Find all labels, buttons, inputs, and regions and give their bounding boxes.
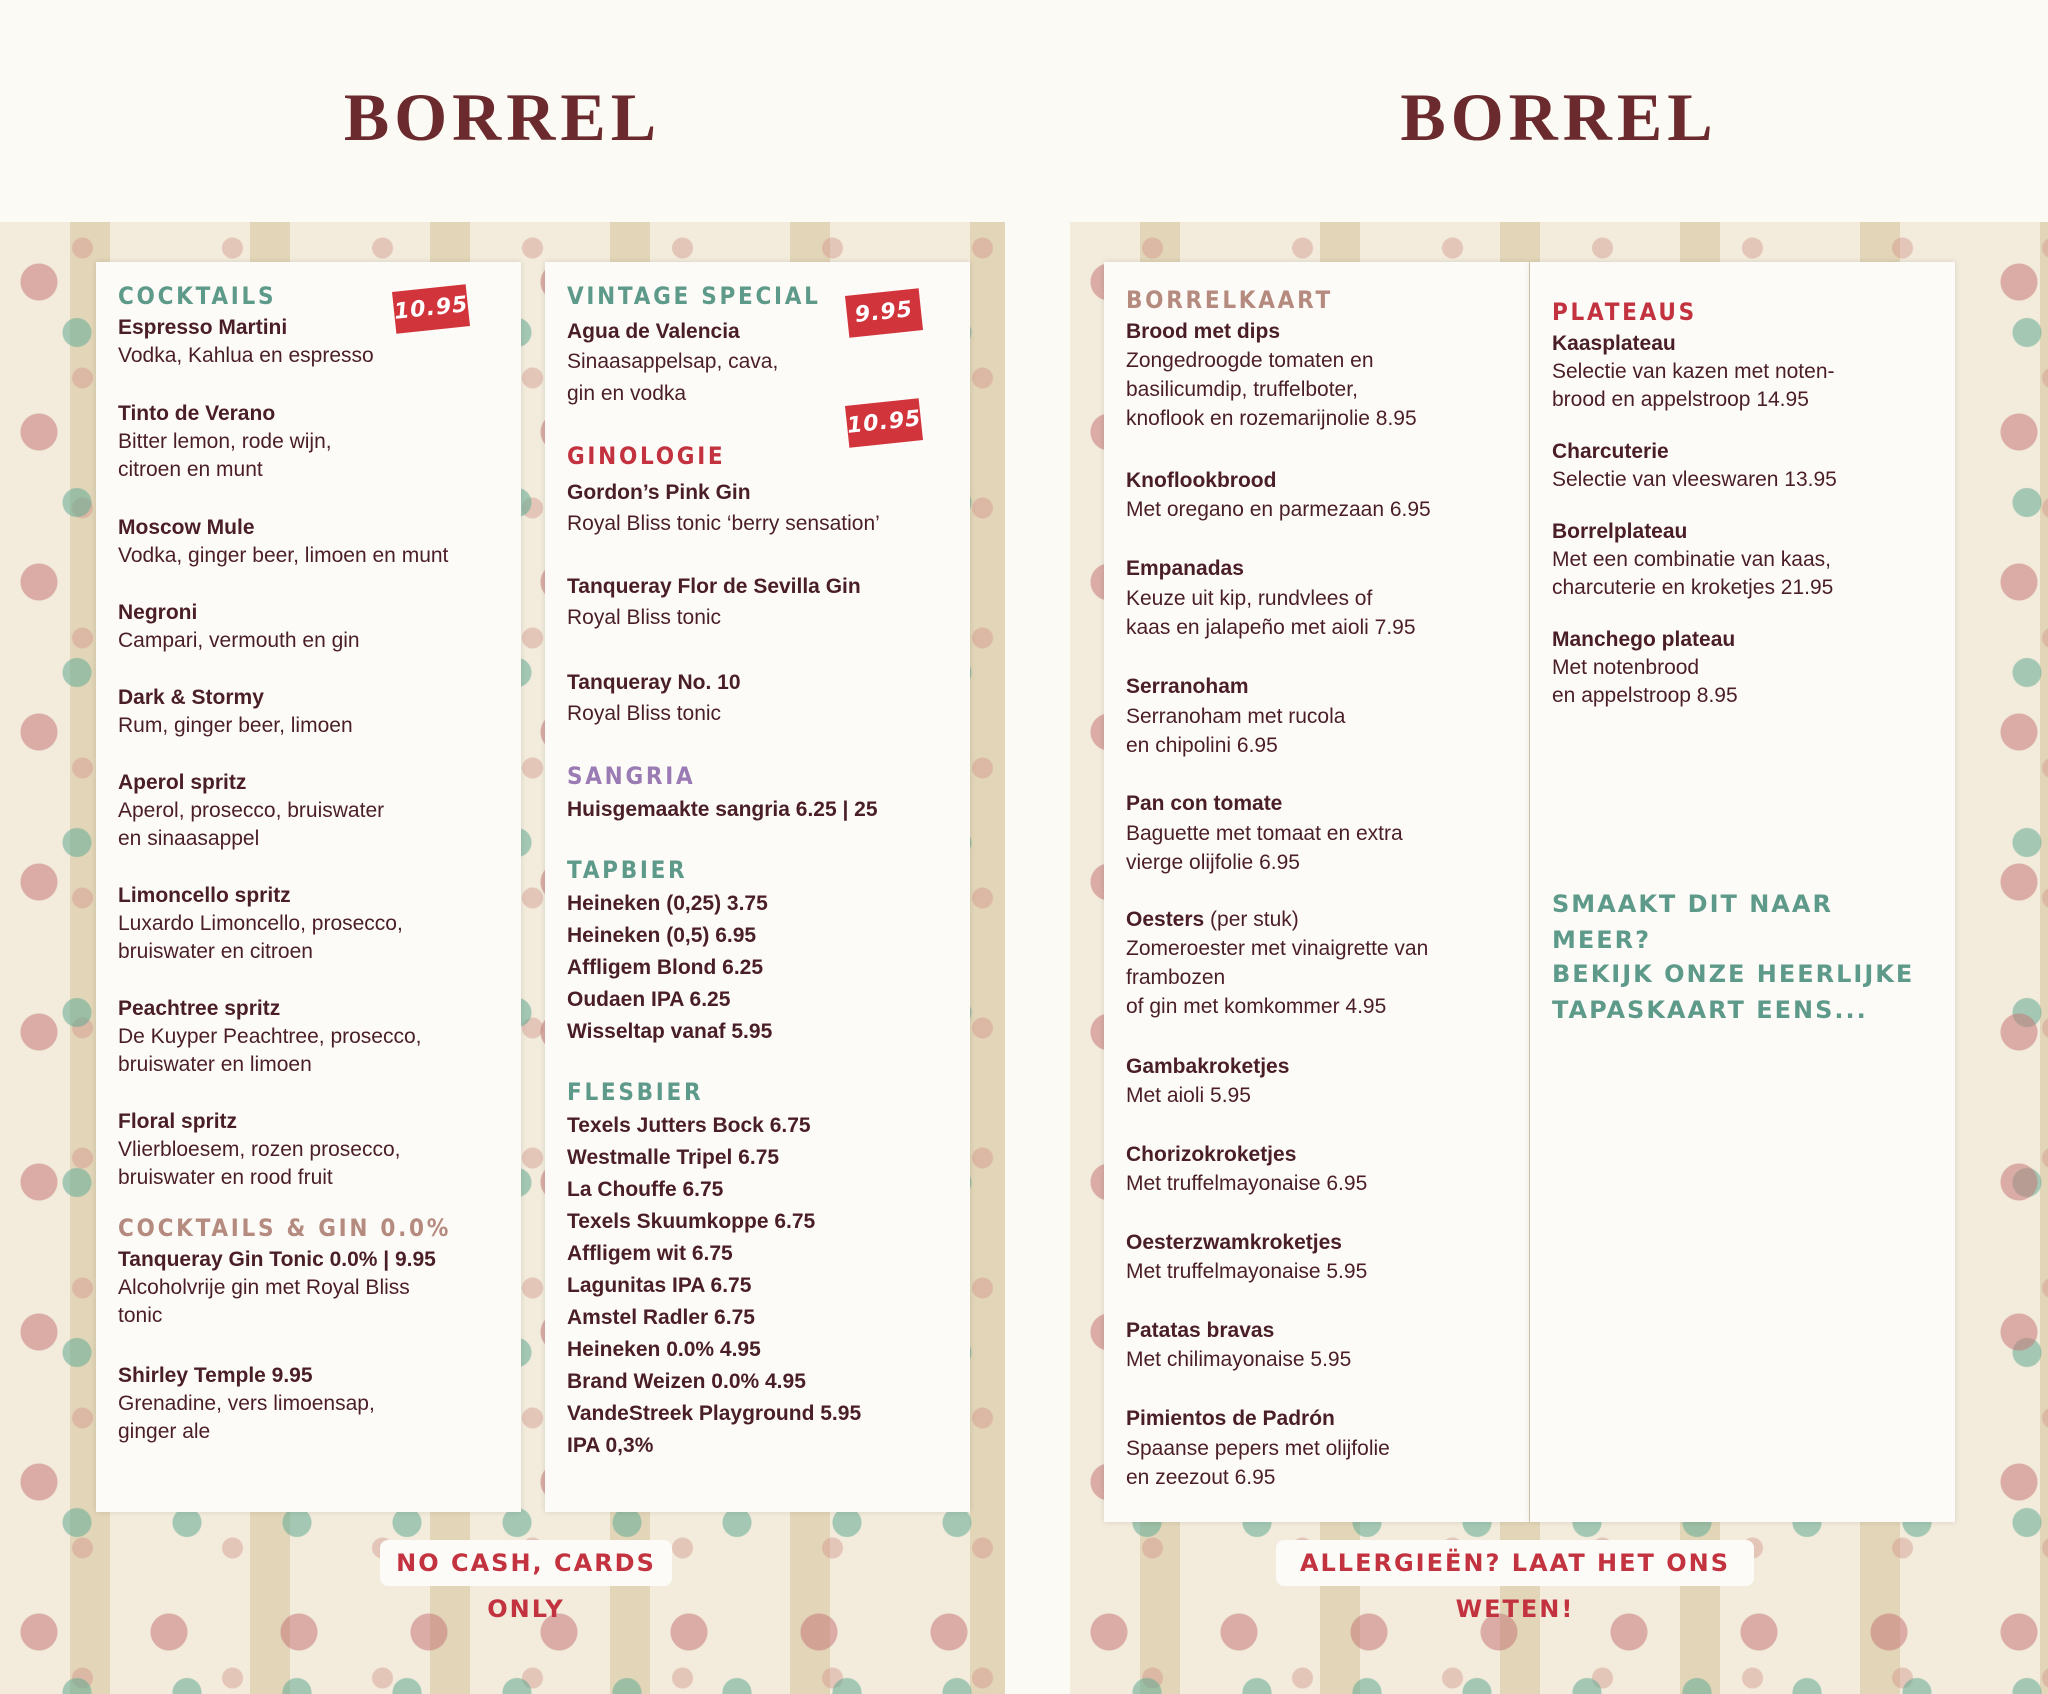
flesbier-list [567,1110,948,1462]
menu-item: Tanqueray Gin Tonic 0.0% | 9.95 Alcoholvrije gin met Royal Bliss tonic [118,1248,436,1327]
payment-banner: NO CASH, CARDS ONLY [380,1540,672,1586]
menu-item: Tanqueray No. 10 Royal Bliss tonic [567,671,741,725]
menu-item: Gordon’s Pink Gin Royal Bliss tonic ‘berry sensation’ [567,481,880,535]
menu-item: Floral spritz Vlierbloesem, rozen prosecco, bruiswater en rood fruit [118,1110,401,1189]
list-item: Wisseltap vanaf 5.95 [567,1020,773,1043]
list-item: Texels Jutters Bock 6.75 [567,1114,811,1137]
menu-item: Shirley Temple 9.95 Grenadine, vers limoensap, ginger ale [118,1364,375,1443]
allergy-banner: ALLERGIEËN? LAAT HET ONS WETEN! [1276,1540,1754,1586]
list-item: Affligem Blond 6.25 [567,956,764,979]
menu-item: Agua de Valencia Sinaasappelsap, cava, gin en vodka [567,320,779,405]
list-item: Amstel Radler 6.75 [567,1306,755,1329]
menu-item: Gambakroketjes Met aioli 5.95 [1126,1055,1290,1107]
menu-item: Pimientos de Padrón Spaanse pepers met olijfolie en zeezout 6.95 [1126,1407,1390,1489]
list-item: Heineken 0.0% 4.95 [567,1338,761,1361]
menu-item: Peachtree spritz De Kuyper Peachtree, prosecco, bruiswater en limoen [118,997,422,1076]
tapbier-list [567,888,948,1048]
menu-item: Limoncello spritz Luxardo Limoncello, prosecco, bruiswater en citroen [118,884,403,963]
right-menu-page [1070,0,2048,1694]
page-title-left: BORREL [343,79,662,155]
left-menu-page [0,0,1005,1694]
torn-edge-left [0,206,1005,232]
menu-item: Patatas bravas Met chilimayonaise 5.95 [1126,1319,1352,1371]
torn-edge-right [1070,206,2048,232]
borrelkaart-panel [1104,262,1529,1522]
cocktails-panel [96,262,521,1512]
list-item: Heineken (0,5) 6.95 [567,924,757,947]
vintage-special-heading: VINTAGE SPECIAL [567,282,821,310]
menu-item: Borrelplateau Met een combinatie van kaas, charcuterie en kroketjes 21.95 [1552,520,1834,599]
menu-item: Empanadas Keuze uit kip, rundvlees of kaas en jalapeño met aioli 7.95 [1126,557,1416,639]
cocktails-heading: COCKTAILS [118,282,277,310]
list-item: Oudaen IPA 6.25 [567,988,731,1011]
menu-item: Manchego plateau Met notenbrood en appelstroop 8.95 [1552,628,1738,707]
menu-item: Knoflookbrood Met oregano en parmezaan 6.95 [1126,469,1431,521]
list-item: Westmalle Tripel 6.75 [567,1146,780,1169]
plateaus-heading: PLATEAUS [1552,298,1697,326]
menu-item: Dark & Stormy Rum, ginger beer, limoen [118,686,353,737]
menu-item: Tanqueray Flor de Sevilla Gin Royal Bliss tonic [567,575,861,629]
menu-item: Tinto de Verano Bitter lemon, rode wijn, citroen en munt [118,402,332,481]
drinks-panel [545,262,970,1512]
list-item: Affligem wit 6.75 [567,1242,733,1265]
borrelkaart-heading: BORRELKAART [1126,286,1333,314]
list-item: Heineken (0,25) 3.75 [567,892,768,915]
plateaus-panel [1530,262,1955,1522]
list-item: Brand Weizen 0.0% 4.95 [567,1370,806,1393]
list-item: Texels Skuumkoppe 6.75 [567,1210,816,1233]
list-item: IPA 0,3% [567,1434,654,1457]
menu-item: Brood met dips Zongedroogde tomaten en basilicumdip, truffelboter, knoflook en rozemarijnolie 8.95 [1126,320,1417,430]
menu-item: Kaasplateau Selectie van kazen met noten- brood en appelstroop 14.95 [1552,332,1835,411]
menu-item: Oesterzwamkroketjes Met truffelmayonaise 5.95 [1126,1231,1368,1283]
cocktails-zero-heading: COCKTAILS & GIN 0.0% [118,1214,452,1242]
ginologie-price-tag: 10.95 [845,398,923,448]
menu-item: Oesters (per stuk) Zomeroester met vinaigrette van frambozen of gin met komkommer 4.95 [1126,908,1429,1018]
promo-question: SMAAKT DIT NAAR MEER? [1552,890,1833,954]
flesbier-heading: FLESBIER [567,1078,704,1106]
menu-item: Chorizokroketjes Met truffelmayonaise 6.95 [1126,1143,1368,1195]
list-item: VandeStreek Playground 5.95 [567,1402,862,1425]
ginologie-heading: GINOLOGIE [567,442,726,470]
list-item: Lagunitas IPA 6.75 [567,1274,752,1297]
vintage-price-tag: 9.95 [845,288,923,338]
sangria-heading: SANGRIA [567,762,696,790]
menu-item: Charcuterie Selectie van vleeswaren 13.95 [1552,440,1837,491]
promo-tapaskaart: BEKIJK ONZE HEERLIJKE TAPASKAART EENS... [1552,960,1915,1024]
tapbier-heading: TAPBIER [567,856,688,884]
menu-item: Pan con tomate Baguette met tomaat en extra vierge olijfolie 6.95 [1126,792,1403,874]
list-item: La Chouffe 6.75 [567,1178,724,1201]
menu-item: Aperol spritz Aperol, prosecco, bruiswater en sinaasappel [118,771,385,850]
menu-item: Negroni Campari, vermouth en gin [118,601,360,652]
sangria-item: Huisgemaakte sangria 6.25 | 25 [567,798,878,821]
menu-item: Serranoham Serranoham met rucola en chipolini 6.95 [1126,675,1346,757]
cocktails-price-tag: 10.95 [392,284,470,334]
menu-item: Moscow Mule Vodka, ginger beer, limoen en munt [118,516,449,567]
menu-item: Espresso Martini Vodka, Kahlua en espresso [118,316,374,367]
page-title-right: BORREL [1400,79,1718,155]
